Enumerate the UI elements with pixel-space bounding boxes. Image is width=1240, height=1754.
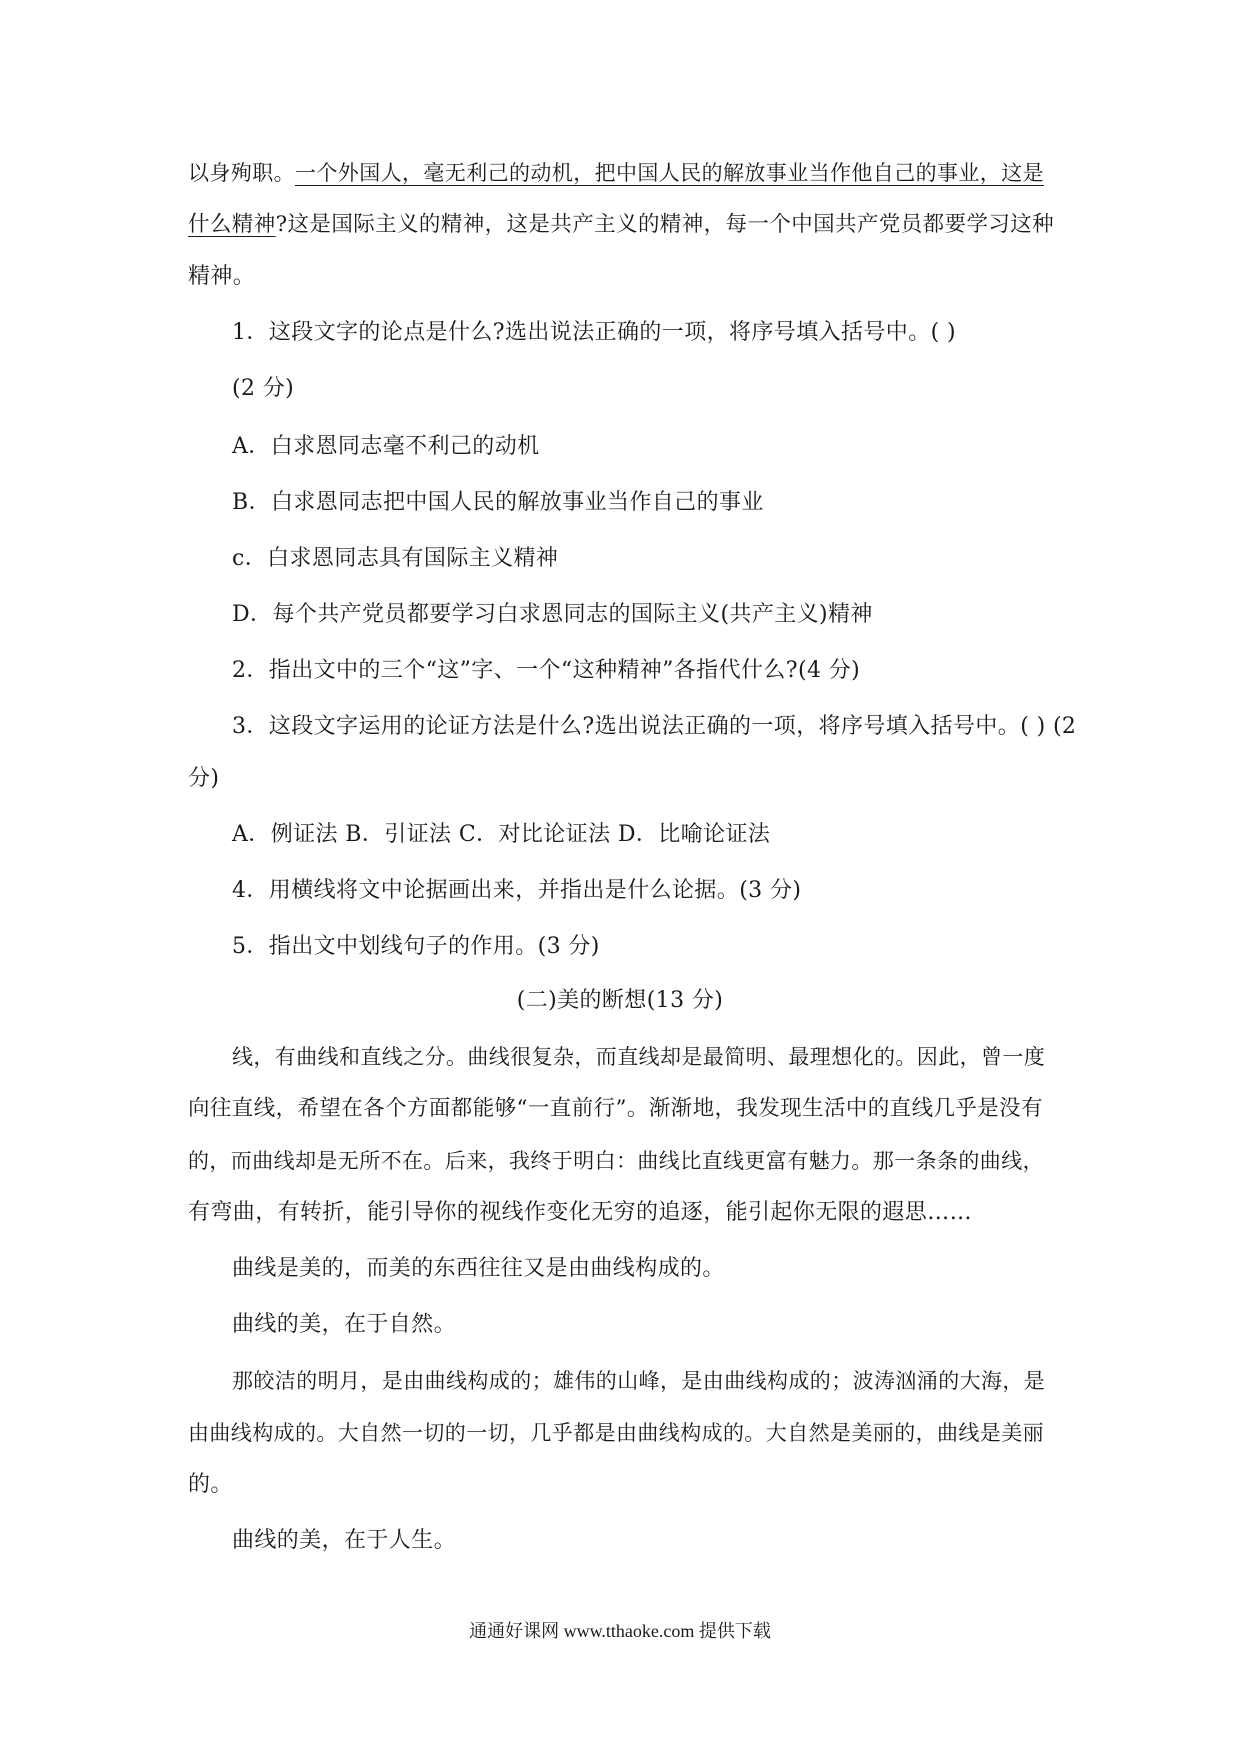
essay-p3: 曲线的美，在于自然。 — [232, 1312, 457, 1337]
section-title: (二)美的断想(13 分) — [516, 988, 724, 1013]
intro-line-2-rest: ?这是国际主义的精神，这是共产主义的精神，每一个中国共产党员都要学习这种 — [275, 212, 1055, 237]
question-3-line-2: 分) — [188, 766, 220, 791]
essay-p1-line-1: 线，有曲线和直线之分。曲线很复杂，而直线却是最简明、最理想化的。因此，曾一度 — [232, 1045, 1046, 1069]
intro-line-1-start: 以身殉职。 — [188, 161, 295, 185]
essay-p4-line-2: 由曲线构成的。大自然一切的一切，几乎都是由曲线构成的。大自然是美丽的，曲线是美丽 — [188, 1421, 1044, 1445]
question-1-option-d: D．每个共产党员都要学习白求恩同志的国际主义(共产主义)精神 — [232, 602, 873, 627]
essay-p1-line-4: 有弯曲，有转折，能引导你的视线作变化无穷的追逐，能引起你无限的遐思…… — [188, 1200, 973, 1225]
question-5: 5．指出文中划线句子的作用。(3 分) — [232, 934, 600, 959]
intro-line-3: 精神。 — [188, 264, 256, 289]
essay-p1-line-3: 的，而曲线却是无所不在。后来，我终于明白：曲线比直线更富有魅力。那一条条的曲线， — [188, 1149, 1044, 1173]
essay-p5: 曲线的美，在于人生。 — [232, 1528, 457, 1553]
question-1-score: (2 分) — [232, 376, 295, 401]
essay-p4-line-1: 那皎洁的明月，是由曲线构成的；雄伟的山峰，是由曲线构成的；波涛汹涌的大海，是 — [232, 1369, 1046, 1393]
page-footer: 通通好课网 www.tthaoke.com 提供下载 — [469, 1621, 771, 1641]
essay-p1-line-2: 向往直线，希望在各个方面都能够“一直前行”。渐渐地，我发现生活中的直线几乎是没有 — [188, 1096, 1043, 1121]
underlined-sentence-part-2: 什么精神 — [188, 212, 276, 237]
question-3-line-1: 3．这段文字运用的论证方法是什么?选出说法正确的一项，将序号填入括号中。( ) (2 — [232, 714, 1077, 739]
essay-p4-line-3: 的。 — [188, 1472, 233, 1497]
underlined-sentence-part-1: 一个外国人，毫无利己的动机，把中国人民的解放事业当作他自己的事业，这是 — [295, 161, 1044, 185]
question-2: 2．指出文中的三个“这”字、一个“这种精神”各指代什么?(4 分) — [232, 658, 861, 683]
question-1-option-b: B．白求恩同志把中国人民的解放事业当作自己的事业 — [232, 490, 764, 515]
intro-line-1 — [188, 158, 1058, 188]
intro-line-2 — [188, 210, 1058, 240]
question-1: 1．这段文字的论点是什么?选出说法正确的一项，将序号填入括号中。( ) — [232, 320, 956, 345]
question-1-option-c: c．白求恩同志具有国际主义精神 — [232, 546, 559, 571]
question-3-options: A．例证法 B．引证法 C．对比论证法 D．比喻论证法 — [232, 822, 771, 847]
question-4: 4．用横线将文中论据画出来，并指出是什么论据。(3 分) — [232, 878, 802, 903]
question-1-option-a: A．白求恩同志毫不利己的动机 — [232, 434, 540, 459]
essay-p2: 曲线是美的，而美的东西往往又是由曲线构成的。 — [232, 1256, 725, 1281]
